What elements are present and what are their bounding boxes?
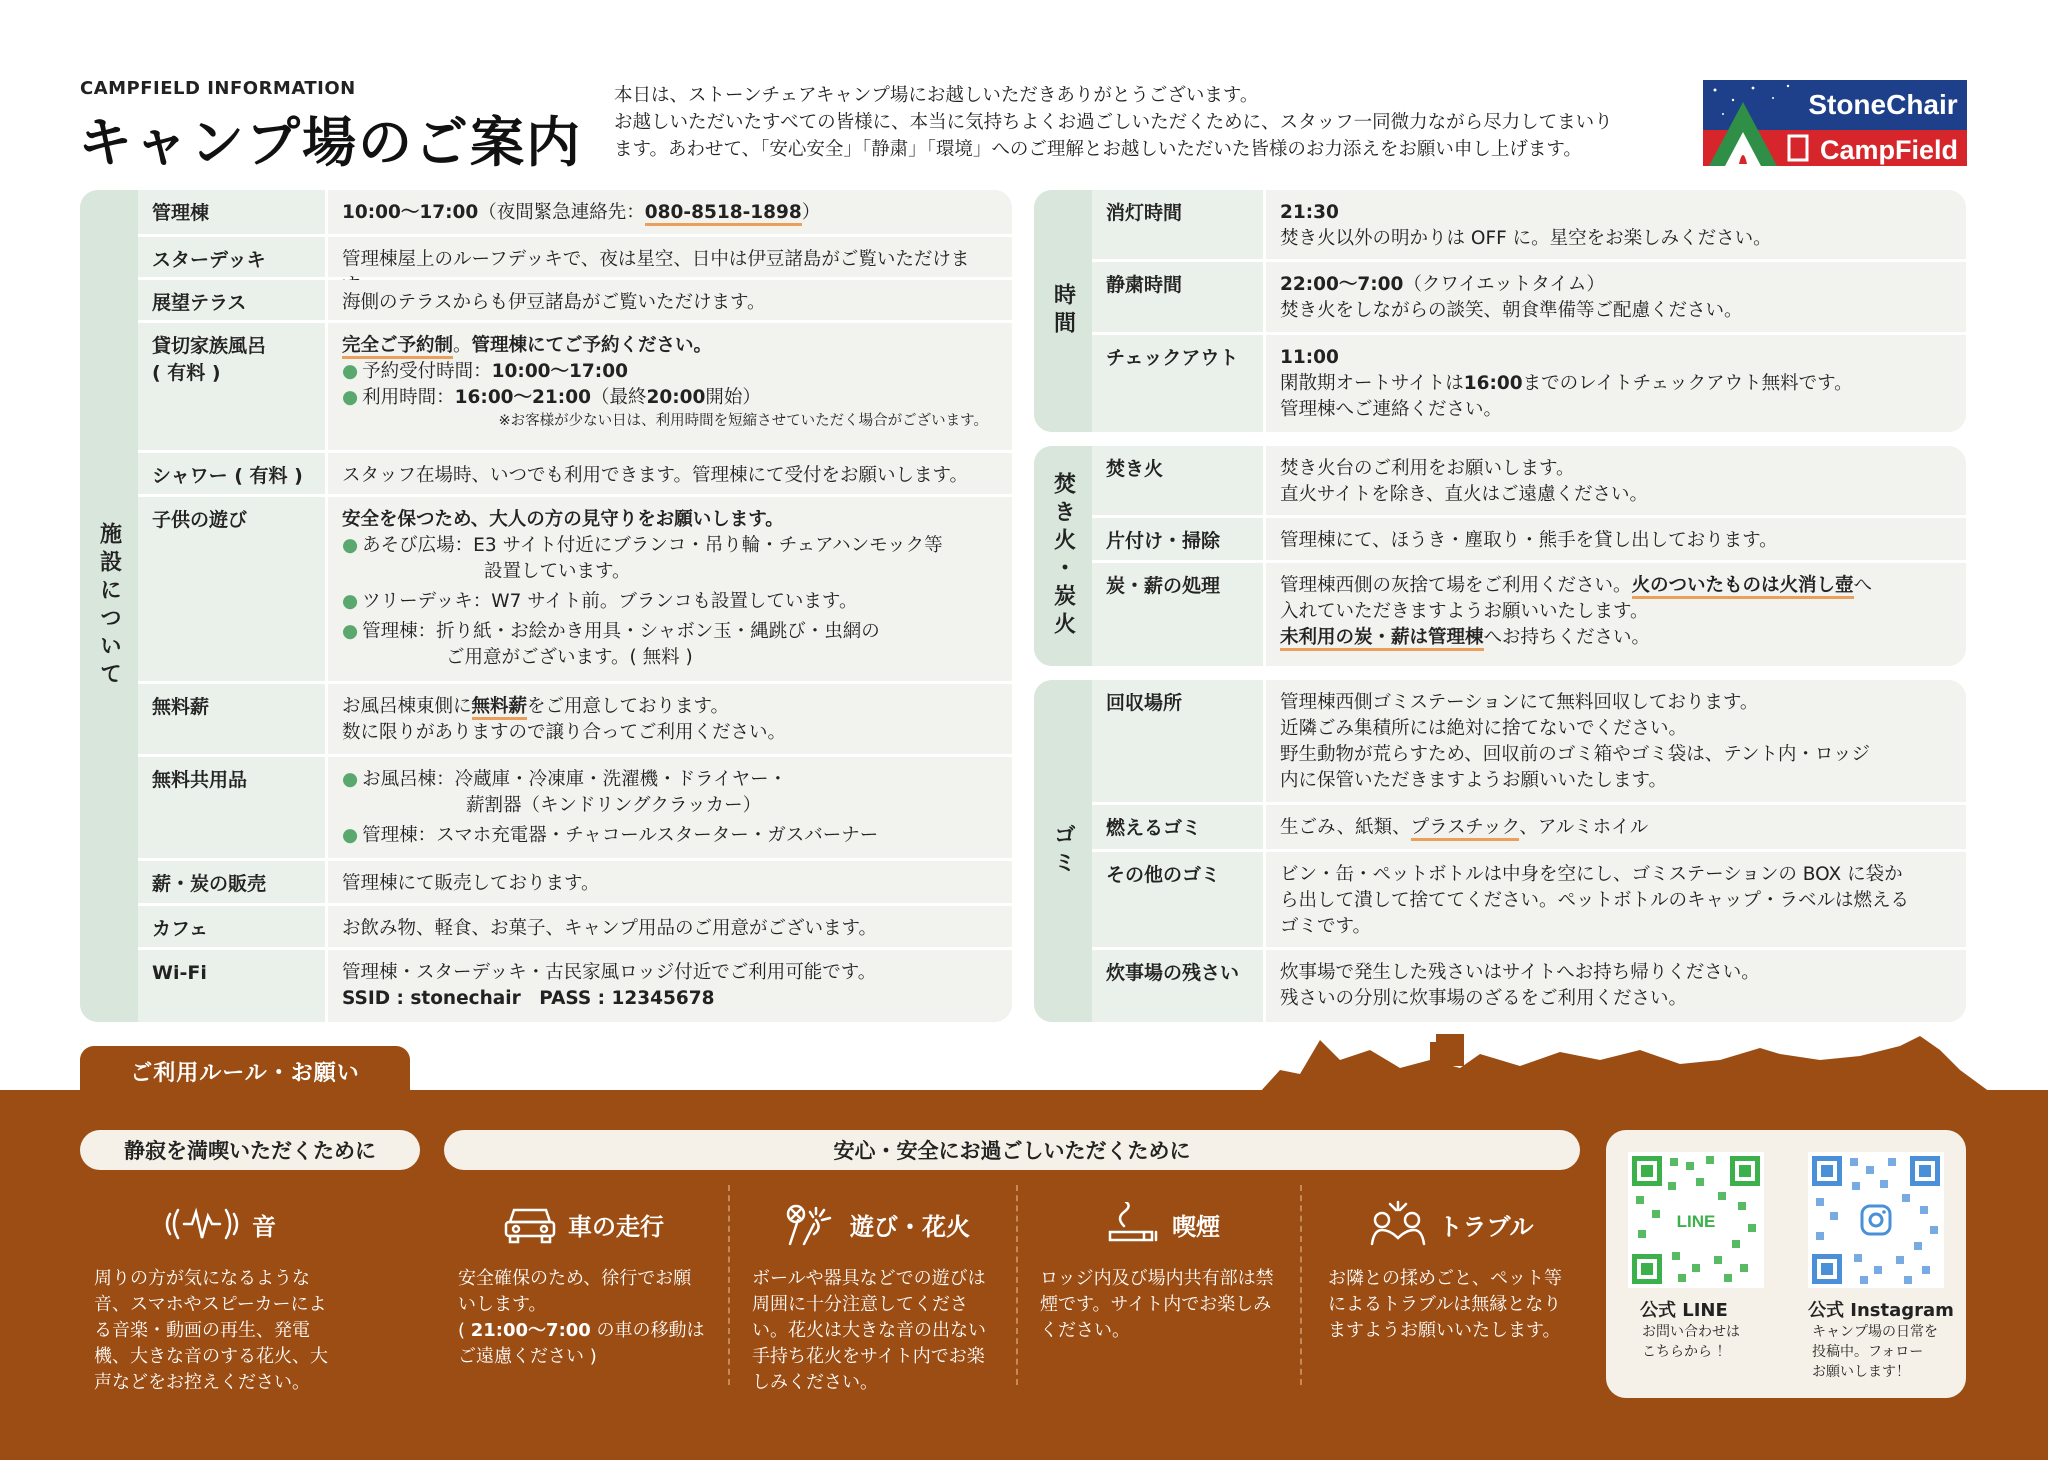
row-value: 管理棟にて、ほうき・塵取り・熊手を貸し出しております。 <box>1266 518 1966 560</box>
row-key: 子供の遊び <box>138 497 328 681</box>
table-row <box>138 950 1012 1022</box>
line-logo-text: LINE <box>1676 1212 1716 1231</box>
row-key: 炭・薪の処理 <box>1092 563 1266 666</box>
rule-sound: 音 周りの方が気になるような音、スマホやスピーカーによる音楽・動画の再生、発電機、大きな音のする花火、大声などをお控えください。 <box>94 1200 344 1396</box>
sound-wave-icon <box>162 1202 242 1246</box>
table-row <box>138 237 1012 280</box>
car-icon <box>502 1202 558 1246</box>
table-row <box>1092 805 1966 852</box>
rule-trouble-body: お隣との揉めごと、ペット等によるトラブルは無縁となりますようお願いいたします。 <box>1328 1268 1562 1341</box>
table-row <box>138 757 1012 861</box>
pill-safe: 安心・安全にお過ごしいただくために <box>444 1130 1580 1170</box>
row-value: 安全を保つため、大人の方の見守りをお願いします。 ● あそび広場：E3 サイト付近にブランコ・吊り輪・チェアハンモック等 設置しています。 ● ツリーデッキ：W7 サイト前。ブランコも設置しています。 ● 管理棟：折り紙・お絵かき用具・シャボン玉・縄跳び・虫網の ご用意がございます。( 無料 ) <box>328 497 1012 681</box>
line-qr-code[interactable] <box>1628 1152 1764 1288</box>
rule-play-body: ボールや器具などでの遊びは周囲に十分注意してください。花火は大きな音の出ない手持ち花火をサイト内でお楽しみください。 <box>752 1268 986 1393</box>
note: ※お客様が少ない日は、利用時間を短縮させていただく場合がございます。 <box>498 413 988 429</box>
row-value: 管理棟にて販売しております。 <box>328 861 1012 903</box>
garbage-side-label: ゴミ <box>1034 680 1092 1022</box>
row-value: 管理棟西側の灰捨て場をご利用ください。火のついたものは火消し壺へ 入れていただきますようお願いいたします。 未利用の炭・薪は管理棟へお持ちください。 <box>1266 563 1966 666</box>
row-key: その他のゴミ <box>1092 852 1266 947</box>
intro-line: ます。あわせて、「安心安全」「静粛」「環境」へのご理解とお越しいただいた皆様のお力添えをお願い申し上げます。 <box>614 139 1582 160</box>
wifi-credentials: SSID : stonechair PASS : 12345678 <box>342 988 715 1009</box>
mountain-silhouette <box>1260 1030 1990 1092</box>
table-row <box>138 323 1012 453</box>
row-value: 海側のテラスからも伊豆諸島がご覧いただけます。 <box>328 280 1012 320</box>
row-value: お風呂棟東側に無料薪をご用意しております。 数に限りがありますので譲り合ってご利用ください。 <box>328 684 1012 754</box>
row-key: カフェ <box>138 906 328 947</box>
rule-car: 車の走行 安全確保のため、徐行でお願いします。 ( 21:00〜7:00 の車の移動はご遠慮ください ) <box>458 1200 708 1370</box>
sparkler-icon <box>780 1200 840 1248</box>
qr-box <box>1606 1130 1966 1398</box>
table-row <box>138 453 1012 497</box>
rule-trouble: トラブル お隣との揉めごと、ペット等によるトラブルは無縁となりますようお願いいたします。 <box>1328 1200 1574 1344</box>
row-value: 焚き火台のご利用をお願いします。 直火サイトを除き、直火はご遠慮ください。 <box>1266 446 1966 515</box>
rule-smoke-body: ロッジ内及び場内共有部は禁煙です。サイト内でお楽しみください。 <box>1040 1268 1274 1341</box>
row-value: 10:00〜17:00（夜間緊急連絡先：080-8518-1898） <box>328 190 1012 234</box>
row-key: シャワー ( 有料 ) <box>138 453 328 494</box>
row-value: 管理棟西側ゴミステーションにて無料回収しております。 近隣ごみ集積所には絶対に捨てないでください。 野生動物が荒らすため、回収前のゴミ箱やゴミ袋は、テント内・ロッジ 内に保管いただきますようお願いいたします。 <box>1266 680 1966 802</box>
rules-tab: ご利用ルール・お願い <box>80 1046 410 1096</box>
row-value: ビン・缶・ペットボトルは中身を空にし、ゴミステーションの BOX に袋か ら出して潰して捨ててください。ペットボトルのキャップ・ラベルは燃える ゴミです。 <box>1266 852 1966 947</box>
intro-text <box>614 82 1694 163</box>
row-key: 回収場所 <box>1092 680 1266 802</box>
rule-play: 遊び・花火 ボールや器具などでの遊びは周囲に十分注意してください。花火は大きな音の出ない手持ち花火をサイト内でお楽しみください。 <box>752 1200 998 1396</box>
pill-quiet: 静寂を満喫いただくために <box>80 1130 420 1170</box>
table-row <box>1092 190 1966 262</box>
row-value: お飲み物、軽食、お菓子、キャンプ用品のご用意がございます。 <box>328 906 1012 947</box>
emergency-phone[interactable]: 080-8518-1898 <box>645 202 802 226</box>
divider <box>1016 1185 1018 1385</box>
row-key: Wi-Fi <box>138 950 328 1022</box>
row-key: 消灯時間 <box>1092 190 1266 259</box>
table-row <box>138 861 1012 906</box>
table-row <box>1092 446 1966 518</box>
row-key: スターデッキ <box>138 237 328 277</box>
row-key: 焚き火 <box>1092 446 1266 515</box>
row-value: 22:00〜7:00（クワイエットタイム） 焚き火をしながらの談笑、朝食準備等ご配慮ください。 <box>1266 262 1966 332</box>
table-row <box>138 280 1012 323</box>
table-row <box>1092 563 1966 666</box>
intro-line: お越しいただいたすべての皆様に、本当に気持ちよくお過ごしいただくために、スタッフ一同微力ながら尽力してまいり <box>614 112 1613 133</box>
row-key: チェックアウト <box>1092 335 1266 432</box>
handshake-icon <box>1368 1200 1428 1248</box>
fire-side-label: 焚き火・炭火 <box>1034 446 1092 666</box>
row-key: 貸切家族風呂 ( 有料 ) <box>138 323 328 450</box>
row-key: 静粛時間 <box>1092 262 1266 332</box>
eyebrow: CAMPFIELD INFORMATION <box>80 78 356 99</box>
row-key: 展望テラス <box>138 280 328 320</box>
table-row <box>1092 680 1966 805</box>
divider <box>728 1185 730 1385</box>
line-subtext: お問い合わせは こちらから ！ <box>1642 1324 1740 1360</box>
intro-line: 本日は、ストーンチェアキャンプ場にお越しいただきありがとうございます。 <box>614 85 1259 106</box>
garbage-panel <box>1034 680 1966 1022</box>
row-value: 生ごみ、紙類、プラスチック、アルミホイル <box>1266 805 1966 849</box>
row-key: 片付け・掃除 <box>1092 518 1266 560</box>
row-value: ● お風呂棟：冷蔵庫・冷凍庫・洗濯機・ドライヤー・ 薪割器（キンドリングクラッカー） ● 管理棟：スマホ充電器・チャコールスターター・ガスバーナー <box>328 757 1012 858</box>
rule-sound-body: 周りの方が気になるような音、スマホやスピーカーによる音楽・動画の再生、発電機、大きな音のする花火、大声などをお控えください。 <box>94 1268 328 1393</box>
table-row <box>1092 852 1966 950</box>
row-value: 炊事場で発生した残さいはサイトへお持ち帰りください。 残さいの分別に炊事場のざるをご利用ください。 <box>1266 950 1966 1022</box>
table-row <box>1092 335 1966 432</box>
table-row <box>138 684 1012 757</box>
table-row <box>138 906 1012 950</box>
row-value: 完全ご予約制。管理棟にてご予約ください。 ● 予約受付時間：10:00〜17:00 ● 利用時間：16:00〜21:00（最終20:00開始） ※お客様が少ない日は、利用時間を短縮させていただく場合がございます。 <box>328 323 1012 450</box>
page-title: キャンプ場のご案内 <box>78 111 582 174</box>
rule-car-body: 安全確保のため、徐行でお願いします。 ( 21:00〜7:00 の車の移動はご遠慮ください ) <box>458 1268 705 1367</box>
row-key: 炊事場の残さい <box>1092 950 1266 1022</box>
row-value: 21:30 焚き火以外の明かりは OFF に。星空をお楽しみください。 <box>1266 190 1966 259</box>
stonechair-logo <box>1703 80 1967 166</box>
row-value: スタッフ在場時、いつでも利用できます。管理棟にて受付をお願いします。 <box>328 453 1012 494</box>
logo-text-top: StoneChair <box>1808 89 1958 120</box>
fire-panel <box>1034 446 1966 666</box>
table-row <box>1092 518 1966 563</box>
row-key: 燃えるゴミ <box>1092 805 1266 849</box>
cigarette-icon <box>1106 1202 1162 1246</box>
row-value: 管理棟屋上のルーフデッキで、夜は星空、日中は伊豆諸島がご覧いただけま <box>328 237 1012 277</box>
row-key: 無料薪 <box>138 684 328 754</box>
row-value: 11:00 閑散期オートサイトは16:00までのレイトチェックアウト無料です。 管理棟へご連絡ください。 <box>1266 335 1966 432</box>
time-panel <box>1034 190 1966 432</box>
instagram-qr-code[interactable] <box>1808 1152 1944 1288</box>
row-key: 無料共用品 <box>138 757 328 858</box>
time-side-label: 時間 <box>1034 190 1092 432</box>
facilities-panel <box>80 190 1012 1022</box>
facilities-side-label: 施設について <box>80 190 138 1022</box>
table-row <box>138 190 1012 237</box>
line-title: 公式 LINE <box>1640 1300 1728 1321</box>
rule-smoke: 喫煙 ロッジ内及び場内共有部は禁煙です。サイト内でお楽しみください。 <box>1040 1200 1286 1344</box>
row-value: 管理棟・スターデッキ・古民家風ロッジ付近でご利用可能です。 SSID : stonechair PASS : 12345678 <box>328 950 1012 1022</box>
logo-text-bottom: CampField <box>1819 135 1959 165</box>
divider <box>1300 1185 1302 1385</box>
instagram-subtext: キャンプ場の日常を 投稿中。フォロー お願いします！ <box>1812 1324 1938 1380</box>
table-row <box>1092 950 1966 1022</box>
table-row <box>138 497 1012 684</box>
row-key: 薪・炭の販売 <box>138 861 328 903</box>
instagram-title: 公式 Instagram <box>1808 1300 1954 1321</box>
row-key: 管理棟 <box>138 190 328 234</box>
table-row <box>1092 262 1966 335</box>
